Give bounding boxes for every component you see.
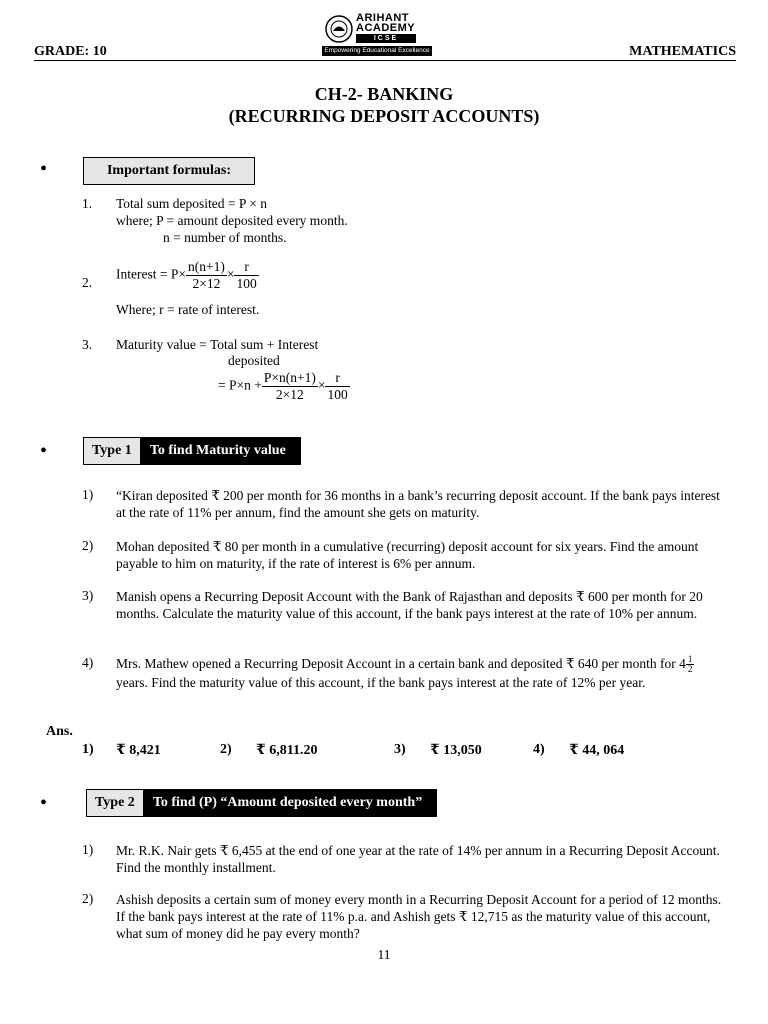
type-1-question-3: Manish opens a Recurring Deposit Account with the Bank of Rajasthan and deposits ₹ 600 per month for 20 months. Calculate the maturity value of this account, if the bank pays interest at the rate of 10% per annum.: [116, 589, 703, 621]
page-number: 11: [377, 947, 391, 962]
question-number: 2): [82, 538, 94, 553]
formula-2-expression: [116, 259, 259, 292]
bullet-icon: •: [40, 792, 48, 814]
question-number: 1): [82, 842, 94, 857]
subject-label: MATHEMATICS: [629, 44, 736, 59]
formula-2-fraction-2: [234, 259, 258, 292]
formula-3-prefix: = P×n +: [218, 377, 262, 393]
answer-4-value: ₹ 44, 064: [569, 743, 625, 758]
fraction-denominator: 2×12: [192, 276, 221, 291]
formula-2-fraction-1: [186, 259, 227, 292]
chapter-title: CH-2- BANKING: [314, 84, 454, 104]
bullet-icon: •: [40, 440, 48, 462]
fraction-numerator: 1: [687, 654, 693, 665]
answer-1-number: 1): [82, 742, 94, 757]
formula-1-line3: n = number of months.: [163, 230, 287, 245]
logo-tagline: Empowering Educational Excellence: [322, 46, 432, 56]
fraction-numerator: r: [234, 259, 258, 276]
bullet-icon: •: [40, 158, 48, 180]
formula-2-prefix: Interest = P×: [116, 266, 186, 282]
times-sign: ×: [226, 266, 235, 282]
question-4-text-part1: Mrs. Mathew opened a Recurring Deposit Account in a certain bank and deposited ₹ 640 per month for: [116, 656, 680, 671]
type-1-question-2: Mohan deposited ₹ 80 per month in a cumulative (recurring) deposit account for six years. Find the amount payable to him on maturity, if the rate of interest is 6% per annum.: [116, 539, 699, 571]
formula-1-line2: where; P = amount deposited every month.: [116, 213, 348, 228]
chapter-subtitle: (RECURRING DEPOSIT ACCOUNTS): [228, 106, 540, 126]
question-4-text-part2: years. Find the maturity value of this account, if the bank pays interest at the rate of 12% per year.: [116, 675, 646, 691]
important-formulas-heading: Important formulas:: [83, 157, 255, 185]
fraction-denominator: 100: [236, 276, 257, 291]
type-2-question-2: Ashish deposits a certain sum of money every month in a Recurring Deposit Account for a period of 12 months. If the bank pays interest at the rate of 11% p.a. and Ashish gets ₹ 12,715 as the maturity value of this account, what sum of money did he pay every month?: [116, 892, 722, 941]
fraction-numerator: n(n+1): [187, 259, 225, 274]
formula-1-line1: Total sum deposited = P × n: [116, 196, 268, 211]
mixed-number: [679, 654, 694, 675]
formula-2-line2: Where; r = rate of interest.: [116, 302, 260, 317]
type-2-description: To find (P) “Amount deposited every month”: [143, 790, 436, 816]
formula-3-fraction-2: [325, 370, 349, 403]
answer-4-number: 4): [533, 742, 545, 757]
formula-3-number: 3.: [82, 337, 93, 352]
logo-band: ICSE: [356, 34, 416, 43]
logo-name-line1: ARIHANT: [356, 12, 409, 24]
question-number: 2): [82, 891, 94, 906]
arihant-academy-logo: [322, 14, 432, 58]
answer-3-number: 3): [394, 742, 406, 757]
type-1-description: To find Maturity value: [140, 438, 300, 464]
fraction-numerator: P×n(n+1): [263, 370, 316, 385]
fraction-numerator: r: [325, 370, 349, 387]
fraction-denominator: 2×12: [275, 387, 304, 402]
formula-2-number: 2.: [82, 275, 93, 290]
type-1-question-4: [116, 655, 726, 691]
mixed-fraction: [686, 655, 695, 674]
answer-1-value: ₹ 8,421: [116, 743, 161, 758]
type-1-question-1: “Kiran deposited ₹ 200 per month for 36 months in a bank’s recurring deposit account. If the bank pays interest at the rate of 11% per annum, find the amount she gets on maturity.: [116, 488, 720, 520]
answer-2-value: ₹ 6,811.20: [256, 743, 318, 758]
question-number: 1): [82, 487, 94, 502]
type-2-question-1: Mr. R.K. Nair gets ₹ 6,455 at the end of one year at the rate of 14% per annum in a Recurring Deposit Account. Find the monthly installment.: [116, 843, 720, 875]
type-1-label: Type 1: [84, 438, 140, 464]
formula-3-line1: Maturity value = Total sum + Interest: [116, 337, 319, 352]
formula-3-fraction-1: [262, 370, 318, 403]
times-sign: ×: [317, 377, 326, 393]
mixed-whole: 4: [679, 656, 686, 671]
type-2-heading: [86, 789, 437, 817]
type-2-label: Type 2: [87, 790, 143, 816]
fraction-denominator: 2: [687, 664, 693, 675]
logo-name-line2: ACADEMY: [356, 22, 416, 34]
question-number: 4): [82, 655, 94, 670]
header-divider: [34, 60, 736, 61]
formula-1-number: 1.: [82, 196, 93, 211]
answer-2-number: 2): [220, 742, 232, 757]
logo-name: [356, 13, 415, 33]
formula-3-line2: deposited: [228, 353, 280, 368]
fraction-denominator: 100: [327, 387, 348, 402]
type-1-heading: [83, 437, 301, 465]
question-number: 3): [82, 588, 94, 603]
answers-label: Ans.: [46, 724, 73, 739]
emblem-icon: [324, 14, 354, 44]
answer-3-value: ₹ 13,050: [430, 743, 482, 758]
grade-label: GRADE: 10: [34, 44, 107, 59]
formula-3-expression: [218, 370, 350, 403]
